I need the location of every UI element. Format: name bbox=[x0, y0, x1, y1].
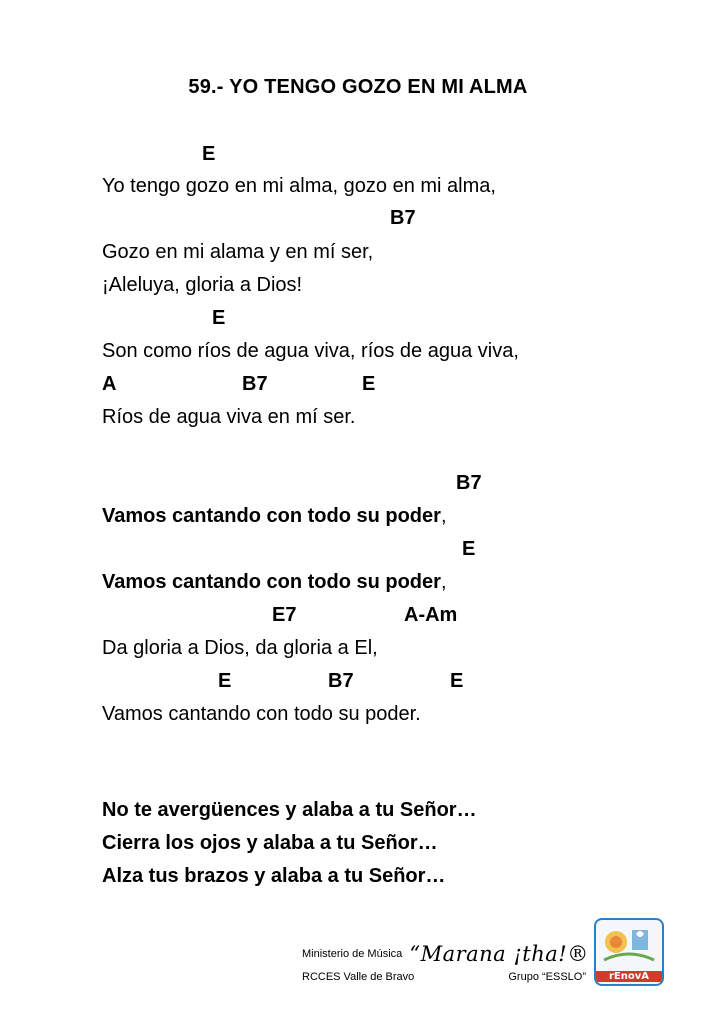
song-title: 59.- YO TENGO GOZO EN MI ALMA bbox=[188, 76, 528, 98]
chord: E bbox=[462, 538, 476, 560]
chord-line bbox=[102, 603, 702, 627]
chord: A bbox=[102, 373, 117, 395]
lyric-line: Vamos cantando con todo su poder. bbox=[102, 703, 421, 725]
chord: E bbox=[450, 670, 464, 692]
chord: E7 bbox=[272, 604, 297, 626]
logo-text: rEnovA bbox=[596, 971, 662, 982]
footer-ministry bbox=[302, 942, 589, 966]
group-text: Grupo “ESSLO” bbox=[508, 971, 586, 983]
lyric-line: Son como ríos de agua viva, ríos de agua viva, bbox=[102, 340, 519, 362]
ministry-label: Ministerio de Música bbox=[302, 948, 403, 960]
coda-line: Alza tus brazos y alaba a tu Señor… bbox=[102, 865, 446, 887]
footer-location bbox=[302, 971, 592, 983]
chord-line bbox=[102, 537, 702, 561]
chord: B7 bbox=[242, 373, 268, 395]
lyric-line: Gozo en mi alama y en mí ser, bbox=[102, 241, 374, 263]
chorus-line bbox=[102, 504, 447, 528]
chord-line bbox=[102, 142, 702, 166]
chord: B7 bbox=[328, 670, 354, 692]
chord: E bbox=[362, 373, 376, 395]
coda-line: Cierra los ojos y alaba a tu Señor… bbox=[102, 832, 438, 854]
punctuation: , bbox=[440, 571, 447, 593]
chord-line bbox=[102, 669, 702, 693]
location-text: RCCES Valle de Bravo bbox=[302, 971, 415, 983]
chord: B7 bbox=[390, 207, 416, 229]
punctuation: , bbox=[440, 505, 447, 527]
chord-line bbox=[102, 372, 702, 396]
chord-line bbox=[102, 206, 702, 230]
chord-line bbox=[102, 471, 702, 495]
lyric-line: Yo tengo gozo en mi alma, gozo en mi alma, bbox=[102, 175, 496, 197]
lyric-line: Ríos de agua viva en mí ser. bbox=[102, 406, 356, 428]
renova-logo bbox=[594, 918, 664, 986]
chord: E bbox=[218, 670, 232, 692]
chorus-text: Vamos cantando con todo su poder bbox=[102, 571, 441, 593]
coda-line: No te avergüences y alaba a tu Señor… bbox=[102, 799, 477, 821]
lyric-line: ¡Aleluya, gloria a Dios! bbox=[102, 274, 303, 296]
chord: E bbox=[202, 143, 216, 165]
chord: A-Am bbox=[404, 604, 458, 626]
chord: E bbox=[212, 307, 226, 329]
chorus-text: Vamos cantando con todo su poder bbox=[102, 505, 441, 527]
chorus-line bbox=[102, 570, 447, 594]
chord: B7 bbox=[456, 472, 482, 494]
chord-line bbox=[102, 306, 702, 330]
lyric-line: Da gloria a Dios, da gloria a El, bbox=[102, 637, 378, 659]
logo-illustration-icon bbox=[596, 920, 662, 966]
script-name: “Marana ¡tha!® bbox=[409, 942, 589, 966]
